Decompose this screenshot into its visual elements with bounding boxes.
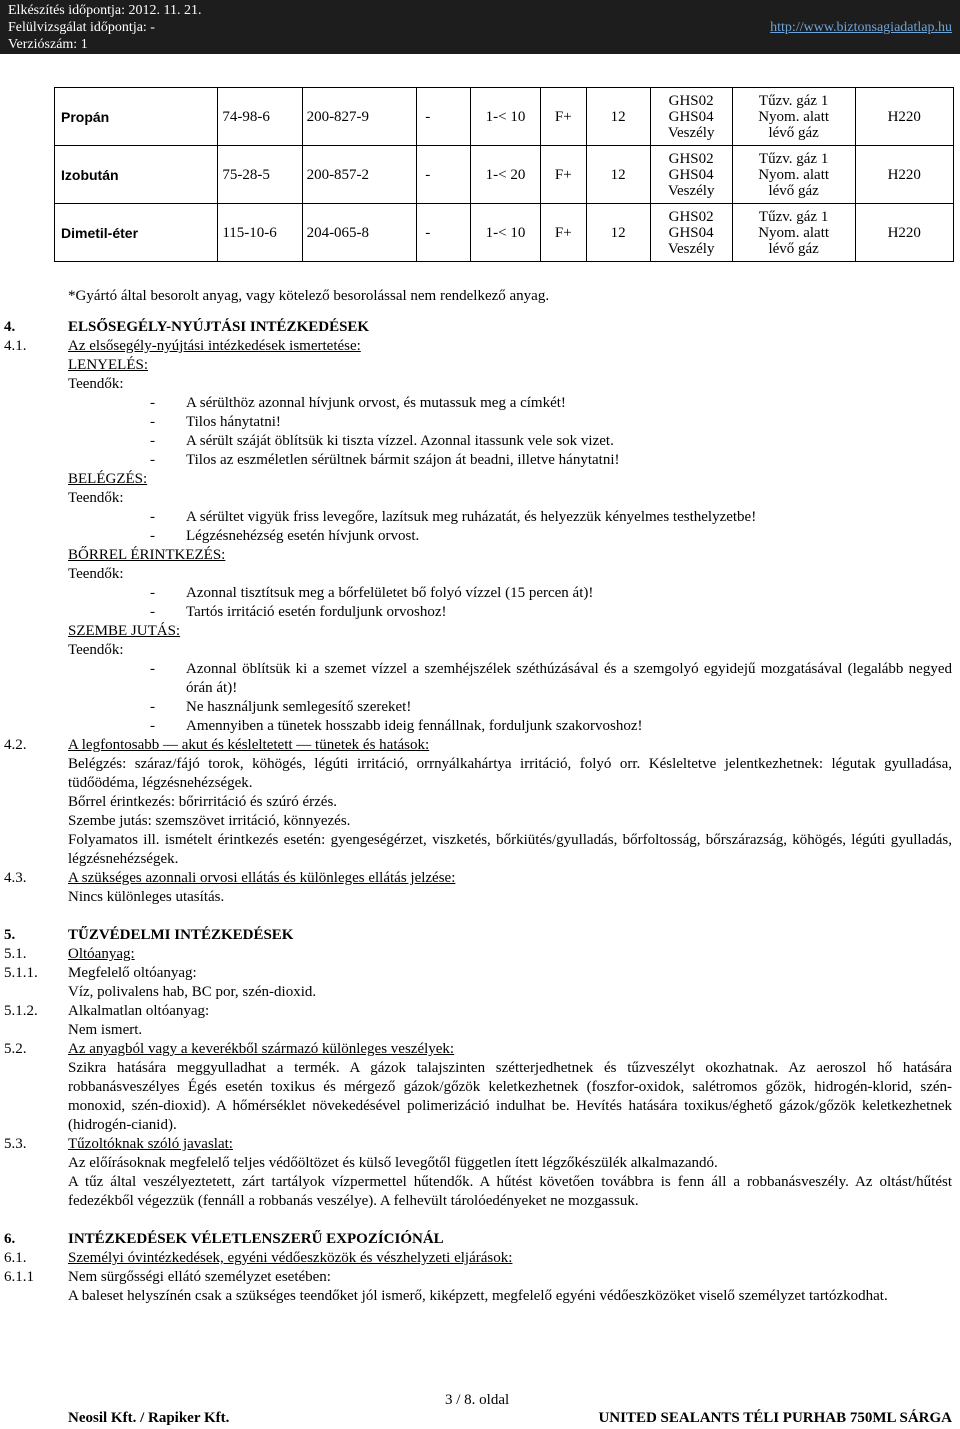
concentration: 1-< 20 xyxy=(470,146,540,204)
hazard-symbol: F+ xyxy=(540,146,586,204)
table-row xyxy=(55,88,954,146)
table-row xyxy=(55,204,954,262)
subsection-title: Alkalmatlan oltóanyag: xyxy=(68,1003,210,1019)
subsection-title: Nem sürgősségi ellátó személyzet esetében: xyxy=(68,1269,331,1285)
section-number: 6.1.1 xyxy=(4,1269,34,1285)
section-number: 4. xyxy=(4,319,16,335)
cas-number: 75-28-5 xyxy=(218,146,302,204)
list-item: - Azonnal öblítsük ki a szemet vízzel a szemhéjszélek széthúzásával és a szemgolyó egyidejű mozgatásával (legalább negyed órán át)! xyxy=(150,660,952,698)
hazard-class xyxy=(732,204,855,262)
list-item: - Azonnal tisztítsuk meg a bőrfelületet bő folyó vízzel (15 percen át)! xyxy=(150,584,952,603)
class-line: Nyom. alatt xyxy=(758,224,830,241)
subsection-5-1-1 xyxy=(0,964,960,983)
ghs-code: GHS02 xyxy=(668,150,714,167)
paragraph: Folyamatos ill. ismételt érintkezés esetén: gyengeségérzet, viszketés, bőrkiütés/gyulladás, bőrfoltosság, bőrszárazság, köhögés, légúti gyulladás, légzésnehézségek. xyxy=(68,832,952,867)
subsection-title: A legfontosabb — akut és késleltetett — tünetek és hatások: xyxy=(68,737,430,753)
section-number: 5.1.2. xyxy=(4,1003,38,1019)
section-number: 4.1. xyxy=(4,338,27,354)
document-body xyxy=(0,318,960,1306)
document-header xyxy=(0,0,960,54)
actions-label: Teendők: xyxy=(68,642,124,658)
subsection-4-2 xyxy=(0,736,960,755)
header-dates xyxy=(8,2,202,53)
section-6-heading xyxy=(0,1230,960,1249)
class-line: lévő gáz xyxy=(768,240,819,257)
section-title: ELSŐSEGÉLY-NYÚJTÁSI INTÉZKEDÉSEK xyxy=(68,319,370,335)
page-number: 3 / 8. oldal xyxy=(445,1392,510,1408)
subsection-title: Megfelelő oltóanyag: xyxy=(68,965,197,981)
subsection-5-3 xyxy=(0,1135,960,1154)
subsection-5-1 xyxy=(0,945,960,964)
subsection-6-1 xyxy=(0,1249,960,1268)
hazard-symbol: F+ xyxy=(540,204,586,262)
footnote: *Gyártó által besorolt anyag, vagy kötelező besorolással nem rendelkező anyag. xyxy=(68,288,550,304)
hazard-class xyxy=(732,146,855,204)
ghs-pictograms xyxy=(650,146,732,204)
paragraph: Az előírásoknak megfelelő teljes védőöltözet és külső levegőtől független ített légzőkészülék alkalmazandó. xyxy=(68,1155,718,1171)
section-5-heading xyxy=(0,926,960,945)
eye-contact-heading: SZEMBE JUTÁS: xyxy=(68,623,181,639)
r-phrase: 12 xyxy=(586,204,650,262)
section-number: 5.2. xyxy=(4,1041,27,1057)
section-number: 6.1. xyxy=(4,1250,27,1266)
subsection-6-1-1 xyxy=(0,1268,960,1287)
website-link[interactable]: http://www.biztonsagiadatlap.hu xyxy=(770,20,952,35)
ghs-code: GHS04 xyxy=(668,108,714,125)
subsection-title: Személyi óvintézkedések, egyéni védőeszközök és vészhelyzeti eljárások: xyxy=(68,1250,513,1266)
component-name: Izobután xyxy=(55,146,218,204)
actions-label: Teendők: xyxy=(68,490,124,506)
ec-number: 204-065-8 xyxy=(302,204,417,262)
paragraph: A tűz által veszélyeztetett, zárt tartályok vízpermettel hűtendők. A hűtést követően továbbra is fenn áll a robbanásveszély. Az oltást/hűtést fedezékből végezzük (fennáll a robbanás veszélye). A felhevült tárolóedényeket ne mozgassuk. xyxy=(68,1174,952,1209)
class-line: Nyom. alatt xyxy=(758,166,830,183)
subsection-title: Oltóanyag: xyxy=(68,946,135,962)
list-item: - Tartós irritáció esetén forduljunk orvoshoz! xyxy=(150,603,952,622)
class-line: Tűzv. gáz 1 xyxy=(758,92,829,109)
ghs-code: GHS04 xyxy=(668,224,714,241)
list-item: - Tilos hánytatni! xyxy=(150,413,952,432)
paragraph: Szikra hatására meggyulladhat a termék. A gázok talajszinten szétterjedhetnek és tűzveszélyt okozhatnak. Az aeroszol hő hatására robbanásveszélyes Égés esetén toxikus és mérgező gázok/gőzök keletkezhetnek (foszfor-oxidok, salétromos gőzök, hidrogén-klorid, szén-monoxid, szén-dioxid). A hőmérséklet növekedésével polimerizáció indulhat be. Hevítés hatására toxikus/éghető gázok/gőzök keletkezhetnek (hidrogén-cianid). xyxy=(68,1060,952,1133)
ghs-pictograms xyxy=(650,204,732,262)
subsection-4-1 xyxy=(0,337,960,356)
paragraph: A baleset helyszínén csak a szükséges teendőket jól ismerő, kiképzett, megfelelő egyéni védőeszközöket viselő személyzet tartózkodhat. xyxy=(68,1288,888,1304)
r-phrase: 12 xyxy=(586,88,650,146)
ghs-code: GHS04 xyxy=(668,166,714,183)
subsection-title: Az anyagból vagy a keverékből származó különleges veszélyek: xyxy=(68,1041,455,1057)
list-item: - Ne használjunk semlegesítő szereket! xyxy=(150,698,952,717)
section-4-heading xyxy=(0,318,960,337)
h-statement: H220 xyxy=(855,204,953,262)
index-number: - xyxy=(417,146,471,204)
section-number: 4.2. xyxy=(4,737,27,753)
table-row xyxy=(55,146,954,204)
component-name: Propán xyxy=(55,88,218,146)
section-number: 5.1.1. xyxy=(4,965,38,981)
paragraph: Szembe jutás: szemszövet irritáció, könnyezés. xyxy=(68,813,351,829)
subsection-5-2 xyxy=(0,1040,960,1059)
ec-number: 200-857-2 xyxy=(302,146,417,204)
subsection-4-3 xyxy=(0,869,960,888)
ghs-code: GHS02 xyxy=(668,208,714,225)
signal-word: Veszély xyxy=(667,124,715,141)
section-number: 5.1. xyxy=(4,946,27,962)
actions-label: Teendők: xyxy=(68,566,124,582)
class-line: Tűzv. gáz 1 xyxy=(758,208,829,225)
ingestion-heading: LENYELÉS: xyxy=(68,357,148,373)
signal-word: Veszély xyxy=(667,182,715,199)
list-item: - Amennyiben a tünetek hosszabb ideig fennállnak, forduljunk szakorvoshoz! xyxy=(150,717,952,736)
subsection-title: Tűzoltóknak szóló javaslat: xyxy=(68,1136,233,1152)
section-number: 5.3. xyxy=(4,1136,27,1152)
subsection-title: Az elsősegély-nyújtási intézkedések ismertetése: xyxy=(68,338,361,354)
r-phrase: 12 xyxy=(586,146,650,204)
h-statement: H220 xyxy=(855,88,953,146)
subsection-5-1-2 xyxy=(0,1002,960,1021)
ghs-code: GHS02 xyxy=(668,92,714,109)
list-item: - A sérült száját öblítsük ki tiszta vízzel. Azonnal itassunk vele sok vizet. xyxy=(150,432,952,451)
section-number: 6. xyxy=(4,1231,16,1247)
paragraph: Belégzés: száraz/fájó torok, köhögés, légúti irritáció, orrnyálkahártya irritáció, folyó orr. Késleltetve jelentkezhetnek: légutak gyulladása, tüdőödéma, légzésnehézségek. xyxy=(68,756,952,791)
concentration: 1-< 10 xyxy=(470,204,540,262)
ghs-pictograms xyxy=(650,88,732,146)
subsection-title: A szükséges azonnali orvosi ellátás és különleges ellátás jelzése: xyxy=(68,870,456,886)
skin-contact-heading: BŐRREL ÉRINTKEZÉS: xyxy=(68,547,226,563)
footer-company: Neosil Kft. / Rapiker Kft. xyxy=(68,1410,230,1426)
actions-label: Teendők: xyxy=(68,376,124,392)
class-line: Tűzv. gáz 1 xyxy=(758,150,829,167)
created-date: Elkészítés időpontja: 2012. 11. 21. xyxy=(8,3,202,18)
version-number: Verziószám: 1 xyxy=(8,37,88,52)
footer-product: UNITED SEALANTS TÉLI PURHAB 750ML SÁRGA xyxy=(598,1410,952,1426)
class-line: lévő gáz xyxy=(768,124,819,141)
component-name: Dimetil-éter xyxy=(55,204,218,262)
h-statement: H220 xyxy=(855,146,953,204)
list-item: - A sérülthöz azonnal hívjunk orvost, és mutassuk meg a címkét! xyxy=(150,394,952,413)
inhalation-heading: BELÉGZÉS: xyxy=(68,471,148,487)
section-number: 5. xyxy=(4,927,16,943)
cas-number: 115-10-6 xyxy=(218,204,302,262)
components-table xyxy=(54,87,954,262)
cas-number: 74-98-6 xyxy=(218,88,302,146)
list-item: - Légzésnehézség esetén hívjunk orvost. xyxy=(150,527,952,546)
class-line: lévő gáz xyxy=(768,182,819,199)
signal-word: Veszély xyxy=(667,240,715,257)
paragraph: Nem ismert. xyxy=(68,1022,143,1038)
list-item: - Tilos az eszméletlen sérültnek bármit szájon át beadni, illetve hánytatni! xyxy=(150,451,952,470)
concentration: 1-< 10 xyxy=(470,88,540,146)
paragraph: Bőrrel érintkezés: bőrirritáció és szúró érzés. xyxy=(68,794,338,810)
hazard-symbol: F+ xyxy=(540,88,586,146)
index-number: - xyxy=(417,88,471,146)
section-number: 4.3. xyxy=(4,870,27,886)
section-title: TŰZVÉDELMI INTÉZKEDÉSEK xyxy=(68,927,294,943)
paragraph: Nincs különleges utasítás. xyxy=(68,889,225,905)
ec-number: 200-827-9 xyxy=(302,88,417,146)
revision-date: Felülvizsgálat időpontja: - xyxy=(8,20,155,35)
list-item: - A sérültet vigyük friss levegőre, lazítsuk meg ruházatát, és helyezzük kényelmes testhelyzetbe! xyxy=(150,508,952,527)
class-line: Nyom. alatt xyxy=(758,108,830,125)
hazard-class xyxy=(732,88,855,146)
section-title: INTÉZKEDÉSEK VÉLETLENSZERŰ EXPOZÍCIÓNÁL xyxy=(68,1231,444,1247)
paragraph: Víz, polivalens hab, BC por, szén-dioxid. xyxy=(68,984,317,1000)
index-number: - xyxy=(417,204,471,262)
